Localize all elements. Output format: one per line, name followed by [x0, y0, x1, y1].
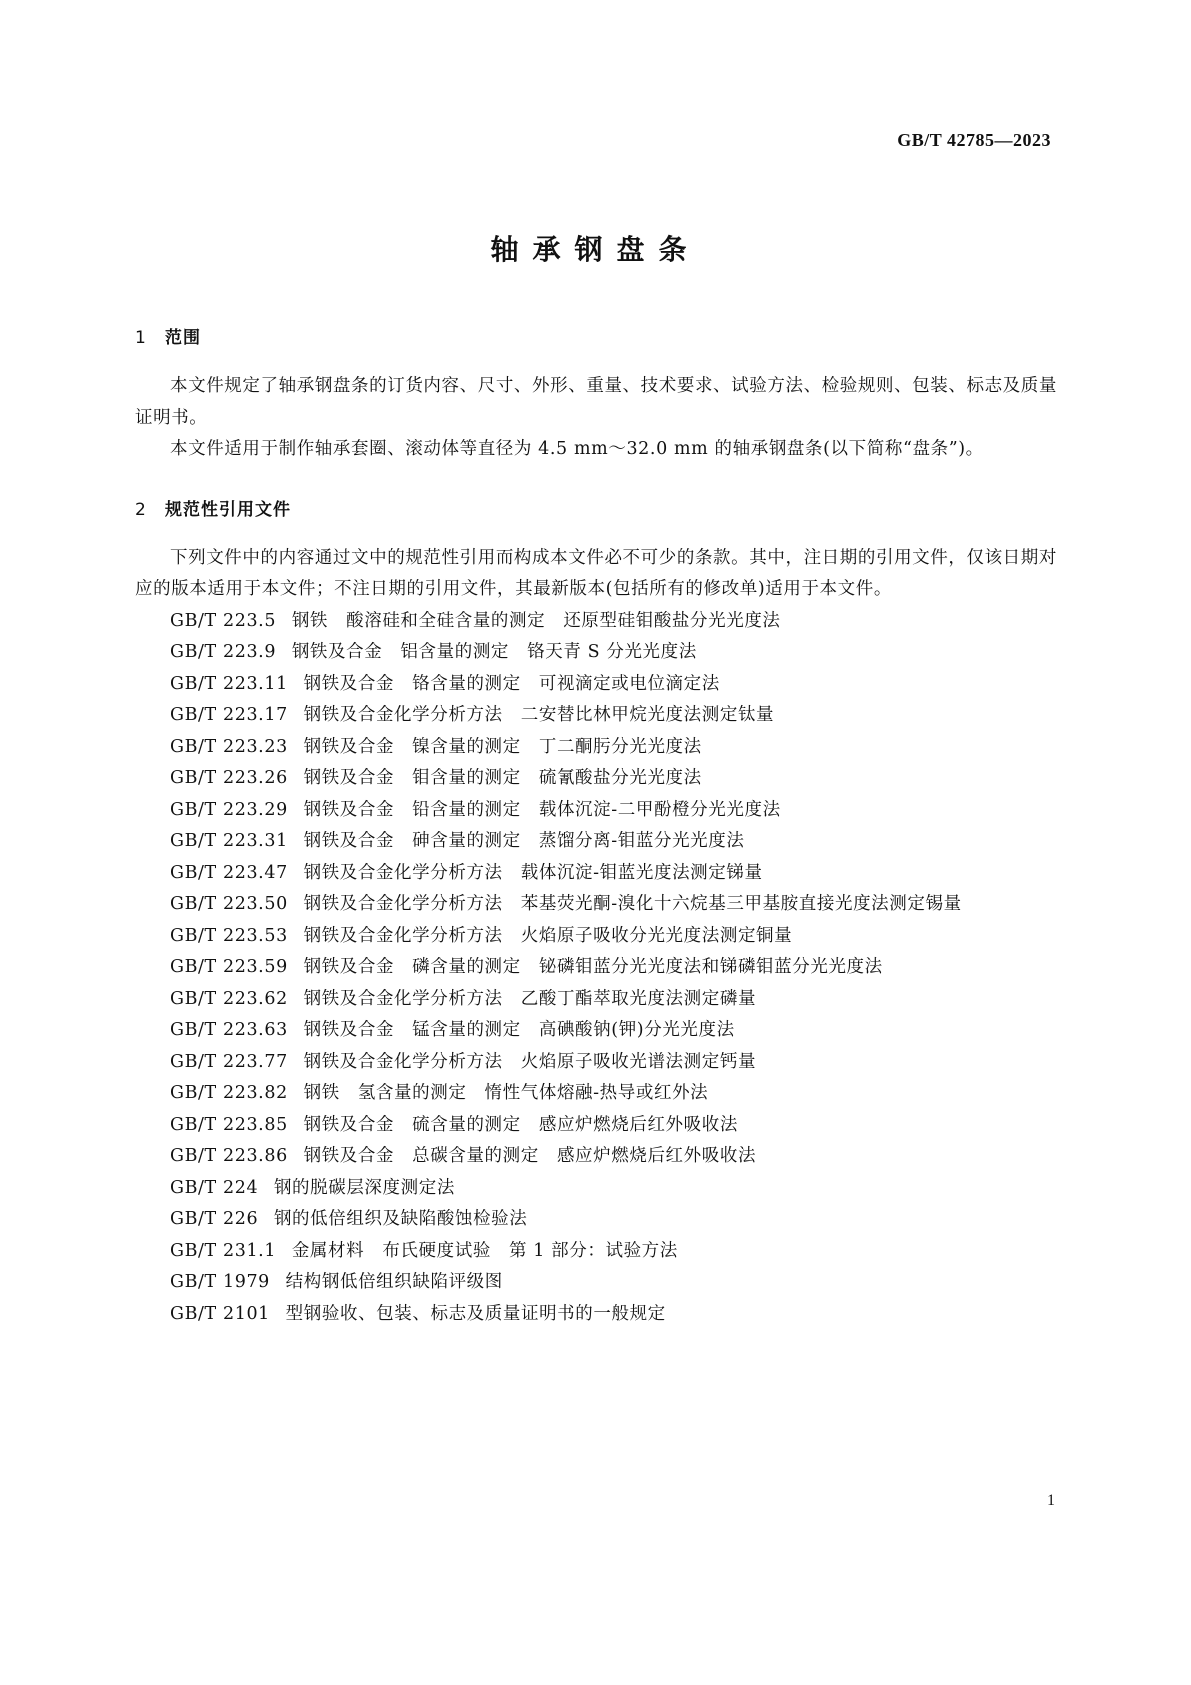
reference-title: 钢铁及合金 磷含量的测定 铋磷钼蓝分光光度法和锑磷钼蓝分光光度法	[303, 957, 883, 977]
reference-item	[135, 1015, 1057, 1047]
section-2-title: 规范性引用文件	[165, 499, 291, 520]
section-2-intro: 下列文件中的内容通过文中的规范性引用而构成本文件必不可少的条款。其中，注日期的引用文件，仅该日期对应的版本适用于本文件；不注日期的引用文件，其最新版本(包括所有的修改单)适用于本文件。	[135, 547, 1057, 599]
reference-code: GB/T 223.53	[170, 925, 288, 946]
reference-item	[135, 1141, 1057, 1173]
reference-code: GB/T 223.63	[170, 1020, 288, 1040]
reference-item	[135, 1204, 1057, 1236]
reference-code: GB/T 226	[170, 1209, 259, 1229]
reference-code: GB/T 223.86	[170, 1146, 288, 1166]
reference-item	[135, 606, 1057, 638]
reference-item	[135, 637, 1057, 669]
reference-item	[135, 763, 1057, 795]
reference-code: GB/T 223.59	[170, 957, 288, 977]
standard-code: GB/T 42785—2023	[897, 130, 1051, 150]
reference-code: GB/T 223.50	[170, 894, 288, 914]
reference-code: GB/T 223.17	[170, 705, 288, 725]
reference-title: 钢铁 酸溶硅和全硅含量的测定 还原型硅钼酸盐分光光度法	[291, 610, 781, 631]
reference-code: GB/T 223.5	[170, 610, 277, 631]
reference-title: 结构钢低倍组织缺陷评级图	[285, 1272, 503, 1292]
reference-title: 钢铁及合金 钼含量的测定 硫氰酸盐分光光度法	[303, 768, 702, 788]
section-2-heading	[135, 492, 1057, 528]
reference-title: 钢铁及合金化学分析方法 火焰原子吸收光谱法测定钙量	[303, 1051, 757, 1072]
reference-title: 钢铁及合金化学分析方法 乙酸丁酯萃取光度法测定磷量	[303, 988, 757, 1009]
reference-title: 钢铁及合金 镍含量的测定 丁二酮肟分光光度法	[303, 736, 702, 757]
reference-item	[135, 921, 1057, 953]
reference-list	[135, 606, 1057, 1331]
reference-title: 钢的低倍组织及缺陷酸蚀检验法	[273, 1209, 528, 1229]
reference-code: GB/T 223.29	[170, 799, 288, 820]
reference-item	[135, 1236, 1057, 1268]
document-body	[135, 320, 1057, 1330]
page-number: 1	[1047, 1492, 1055, 1509]
reference-item	[135, 889, 1057, 921]
reference-code: GB/T 223.82	[170, 1083, 288, 1103]
reference-item	[135, 1267, 1057, 1299]
reference-item	[135, 700, 1057, 732]
reference-item	[135, 826, 1057, 858]
section-1-title: 范围	[165, 328, 201, 348]
section-1-paragraph-1: 本文件规定了轴承钢盘条的订货内容、尺寸、外形、重量、技术要求、试验方法、检验规则、包装、标志及质量证明书。	[135, 376, 1057, 428]
reference-item	[135, 1047, 1057, 1079]
reference-code: GB/T 224	[170, 1177, 259, 1198]
reference-code: GB/T 223.26	[170, 768, 288, 788]
reference-title: 金属材料 布氏硬度试验 第 1 部分：试验方法	[291, 1240, 678, 1261]
reference-title: 钢的脱碳层深度测定法	[273, 1177, 455, 1198]
reference-item	[135, 1078, 1057, 1110]
reference-item	[135, 1299, 1057, 1331]
reference-code: GB/T 223.23	[170, 736, 288, 757]
reference-item	[135, 1110, 1057, 1142]
section-1-number: 1	[135, 328, 147, 348]
reference-item	[135, 952, 1057, 984]
reference-code: GB/T 1979	[170, 1272, 270, 1292]
reference-item	[135, 795, 1057, 827]
reference-title: 钢铁及合金化学分析方法 载体沉淀-钼蓝光度法测定锑量	[303, 862, 763, 883]
reference-title: 钢铁及合金 总碳含量的测定 感应炉燃烧后红外吸收法	[303, 1146, 757, 1166]
reference-code: GB/T 223.47	[170, 862, 288, 883]
reference-code: GB/T 223.9	[170, 642, 277, 662]
reference-title: 钢铁及合金 砷含量的测定 蒸馏分离-钼蓝分光光度法	[303, 831, 745, 851]
section-2-number: 2	[135, 499, 147, 520]
reference-title: 钢铁及合金化学分析方法 火焰原子吸收分光光度法测定铜量	[303, 925, 793, 946]
reference-item	[135, 984, 1057, 1016]
section-1-heading	[135, 320, 1057, 356]
document-title: 轴承钢盘条	[490, 233, 701, 266]
reference-title: 钢铁及合金 锰含量的测定 高碘酸钠(钾)分光光度法	[303, 1020, 735, 1040]
reference-title: 钢铁及合金化学分析方法 苯基荧光酮-溴化十六烷基三甲基胺直接光度法测定锡量	[303, 894, 962, 914]
reference-code: GB/T 223.85	[170, 1114, 288, 1135]
reference-item	[135, 858, 1057, 890]
reference-item	[135, 732, 1057, 764]
reference-code: GB/T 223.11	[170, 673, 288, 694]
reference-title: 钢铁及合金 铝含量的测定 铬天青 S 分光光度法	[291, 642, 697, 662]
reference-code: GB/T 223.31	[170, 831, 288, 851]
reference-title: 钢铁及合金 铬含量的测定 可视滴定或电位滴定法	[303, 673, 720, 694]
reference-code: GB/T 223.62	[170, 988, 288, 1009]
reference-code: GB/T 2101	[170, 1303, 270, 1324]
reference-title: 钢铁 氢含量的测定 惰性气体熔融-热导或红外法	[303, 1083, 709, 1103]
reference-item	[135, 669, 1057, 701]
reference-code: GB/T 231.1	[170, 1240, 277, 1261]
reference-code: GB/T 223.77	[170, 1051, 288, 1072]
reference-title: 钢铁及合金 硫含量的测定 感应炉燃烧后红外吸收法	[303, 1114, 738, 1135]
reference-title: 钢铁及合金化学分析方法 二安替比林甲烷光度法测定钛量	[303, 705, 775, 725]
reference-item	[135, 1173, 1057, 1205]
section-1-paragraph-2: 本文件适用于制作轴承套圈、滚动体等直径为 4.5 mm～32.0 mm 的轴承钢盘条(以下简称“盘条”)。	[170, 439, 984, 459]
reference-title: 钢铁及合金 铅含量的测定 载体沉淀-二甲酚橙分光光度法	[303, 799, 781, 820]
reference-title: 型钢验收、包装、标志及质量证明书的一般规定	[285, 1303, 666, 1324]
